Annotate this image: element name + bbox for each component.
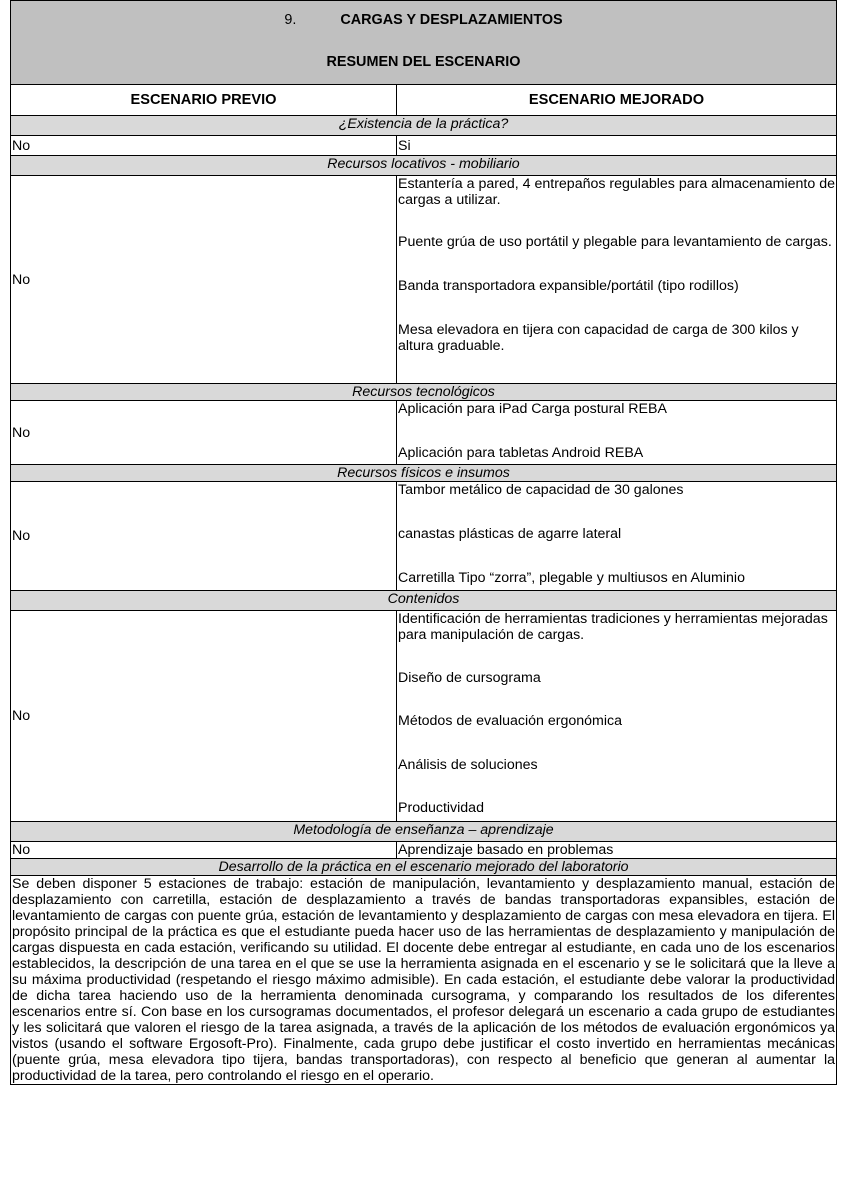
section-content-row	[11, 176, 837, 384]
section-number: 9.	[284, 12, 297, 28]
previous-value: No	[11, 611, 397, 822]
column-header-previous: ESCENARIO PREVIO	[11, 85, 397, 116]
section-content-row	[11, 611, 837, 822]
improved-list	[397, 482, 837, 591]
improved-list	[397, 611, 837, 822]
section-content-row	[11, 136, 837, 156]
column-header-improved: ESCENARIO MEJORADO	[397, 85, 837, 116]
list-item: Puente grúa de uso portátil y plegable para levantamiento de cargas.	[398, 234, 832, 250]
section-title-locative-resources: Recursos locativos - mobiliario	[11, 156, 837, 176]
section-title-row	[11, 859, 837, 876]
section-title-row	[11, 156, 837, 176]
section-content-row	[11, 401, 837, 465]
section-header	[11, 1, 837, 85]
section-title-row	[11, 465, 837, 482]
list-item: Análisis de soluciones	[398, 757, 538, 773]
section-content-row	[11, 482, 837, 591]
section-title-methodology: Metodología de enseñanza – aprendizaje	[11, 822, 837, 842]
column-header-row	[11, 85, 837, 116]
summary-subtitle: RESUMEN DEL ESCENARIO	[326, 54, 521, 70]
previous-value: No	[11, 136, 397, 156]
list-item: Mesa elevadora en tijera con capacidad de carga de 300 kilos y altura graduable.	[398, 322, 799, 354]
list-item: Identificación de herramientas tradiciones y herramientas mejoradas para manipulación de cargas.	[398, 611, 828, 643]
development-paragraph: Se deben disponer 5 estaciones de trabajo: estación de manipulación, levantamiento y desplazamiento manual, estación de desplazamiento con carretilla, estación de desplazamiento a través de bandas transportadoras expansibles, estación de levantamiento de cargas con puente grúa, estación de levantamiento y desplazamiento de cargas con mesa elevadora en tijera. El propósito principal de la práctica es que el estudiante pueda hacer uso de las herramientas de desplazamiento y manipulación de cargas dispuesta en cada estación, verificando su utilidad. El docente debe entregar al estudiante, en cada uno de los escenarios establecidos, la descripción de una tarea en el que se use la herramienta asignada en el escenario y se le solicitará que la lleve a su máxima productividad (respetando el riesgo máximo admisible). En cada estación, el estudiante debe valorar la productividad de dicha tarea haciendo uso de la herramienta denominada cursograma, y comparando los resultados de los diferentes escenarios entre sí. Con base en los cursogramas documentados, el profesor delegará un escenario a cada grupo de estudiantes y les solicitará que valoren el riesgo de la tarea asignada, a través de la aplicación de los métodos de evaluación ergonómicos ya vistos (usando el software Ergosoft-Pro). Finalmente, cada grupo debe justificar el costo invertido en herramientas mecánicas (puente grúa, mesa elevadora tipo tijera, bandas transportadoras), con respecto al beneficio que generan al aumentar la productividad de la tarea, pero controlando el riesgo en el operario.	[12, 876, 835, 1084]
section-title-development: Desarrollo de la práctica en el escenario mejorado del laboratorio	[11, 859, 837, 876]
development-row	[11, 876, 837, 1085]
section-title-row	[11, 116, 837, 136]
list-item: canastas plásticas de agarre lateral	[398, 526, 622, 542]
list-item: Carretilla Tipo “zorra”, plegable y multiusos en Aluminio	[398, 570, 745, 586]
document-sheet	[10, 0, 836, 1085]
list-item: Aplicación para tabletas Android REBA	[398, 445, 644, 461]
section-title-row	[11, 822, 837, 842]
improved-list	[397, 401, 837, 465]
list-item: Aplicación para iPad Carga postural REBA	[398, 401, 667, 417]
scenario-summary-table	[10, 0, 837, 1085]
section-title: CARGAS Y DESPLAZAMIENTOS	[340, 12, 563, 28]
section-title-row	[11, 591, 837, 611]
list-item: Métodos de evaluación ergonómica	[398, 713, 622, 729]
improved-value: Aprendizaje basado en problemas	[397, 842, 837, 859]
list-item: Diseño de cursograma	[398, 670, 541, 686]
section-heading	[12, 12, 835, 28]
section-title-contents: Contenidos	[11, 591, 837, 611]
list-item: Tambor metálico de capacidad de 30 galones	[398, 482, 684, 498]
previous-value: No	[11, 842, 397, 859]
list-item: Banda transportadora expansible/portátil (tipo rodillos)	[398, 278, 739, 294]
section-title-row	[11, 384, 837, 401]
previous-value: No	[11, 482, 397, 591]
list-item: Productividad	[398, 800, 484, 816]
improved-list	[397, 176, 837, 384]
section-content-row	[11, 842, 837, 859]
section-title-physical-resources: Recursos físicos e insumos	[11, 465, 837, 482]
section-title-technological-resources: Recursos tecnológicos	[11, 384, 837, 401]
improved-value: Si	[397, 136, 837, 156]
previous-value: No	[11, 401, 397, 465]
section-title-practice-existence: ¿Existencia de la práctica?	[11, 116, 837, 136]
list-item: Estantería a pared, 4 entrepaños regulables para almacenamiento de cargas a utilizar.	[398, 176, 835, 208]
header-row	[11, 1, 837, 85]
previous-value: No	[11, 176, 397, 384]
